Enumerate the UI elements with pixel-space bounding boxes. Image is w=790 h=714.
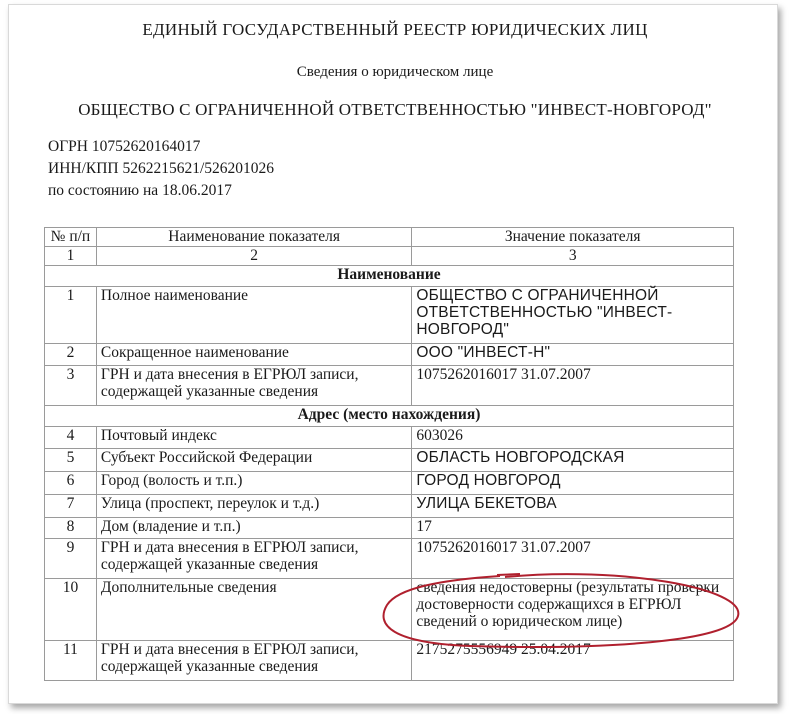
table-header-row	[45, 228, 734, 247]
row-label: Почтовый индекс	[96, 427, 411, 449]
table-row	[45, 539, 734, 579]
column-number-row	[45, 247, 734, 266]
row-value: ОБЛАСТЬ НОВГОРОДСКАЯ	[412, 449, 734, 472]
row-number: 10	[45, 579, 97, 641]
row-label: ГРН и дата внесения в ЕГРЮЛ записи, содержащей указанные сведения	[96, 366, 411, 406]
row-value: 1075262016017 31.07.2007	[412, 366, 734, 406]
table-row	[45, 518, 734, 539]
table-row	[45, 472, 734, 495]
row-number: 4	[45, 427, 97, 449]
as-of-date-line: по состоянию на 18.06.2017	[48, 182, 232, 199]
row-label: Полное наименование	[96, 287, 411, 344]
section-heading-address: Адрес (место нахождения)	[45, 406, 734, 427]
section-row	[45, 266, 734, 287]
row-number: 8	[45, 518, 97, 539]
row-label: Дом (владение и т.п.)	[96, 518, 411, 539]
column-number-cell: 1	[45, 247, 97, 266]
row-value: 603026	[412, 427, 734, 449]
ogrn-line: ОГРН 10752620164017	[48, 138, 201, 155]
table-row	[45, 344, 734, 366]
row-number: 1	[45, 287, 97, 344]
row-number: 5	[45, 449, 97, 472]
document-subtitle: Сведения о юридическом лице	[296, 64, 494, 80]
row-value: 1075262016017 31.07.2007	[412, 539, 734, 579]
row-value: 17	[412, 518, 734, 539]
row-label: ГРН и дата внесения в ЕГРЮЛ записи, содержащей указанные сведения	[96, 641, 411, 681]
row-label: Дополнительные сведения	[96, 579, 411, 641]
inn-kpp-line: ИНН/КПП 5262215621/526201026	[48, 160, 275, 177]
row-value: УЛИЦА БЕКЕТОВА	[412, 495, 734, 518]
header-cell-number: № п/п	[45, 228, 97, 247]
column-number-cell: 3	[412, 247, 734, 266]
row-number: 6	[45, 472, 97, 495]
section-heading-name: Наименование	[45, 266, 734, 287]
row-value: ОБЩЕСТВО С ОГРАНИЧЕННОЙ ОТВЕТСТВЕННОСТЬЮ "ИНВЕСТ-НОВГОРОД"	[412, 287, 734, 344]
row-label: Субъект Российской Федерации	[96, 449, 411, 472]
table-row	[45, 495, 734, 518]
row-label: Улица (проспект, переулок и т.д.)	[96, 495, 411, 518]
table-row	[45, 579, 734, 641]
table-row	[45, 366, 734, 406]
row-number: 3	[45, 366, 97, 406]
row-label: Город (волость и т.п.)	[96, 472, 411, 495]
row-value: ГОРОД НОВГОРОД	[412, 472, 734, 495]
header-cell-indicator: Наименование показателя	[96, 228, 411, 247]
row-number: 11	[45, 641, 97, 681]
table-row	[45, 641, 734, 681]
company-name-heading: ОБЩЕСТВО С ОГРАНИЧЕННОЙ ОТВЕТСТВЕННОСТЬЮ "ИНВЕСТ-НОВГОРОД"	[78, 100, 712, 119]
table-row	[45, 427, 734, 449]
header-cell-value: Значение показателя	[412, 228, 734, 247]
table-row	[45, 449, 734, 472]
registry-table	[44, 227, 734, 681]
row-label: Сокращенное наименование	[96, 344, 411, 366]
row-label: ГРН и дата внесения в ЕГРЮЛ записи, содержащей указанные сведения	[96, 539, 411, 579]
row-number: 9	[45, 539, 97, 579]
row-number: 7	[45, 495, 97, 518]
row-value: 2175275556949 25.04.2017	[412, 641, 734, 681]
registry-title: ЕДИНЫЙ ГОСУДАРСТВЕННЫЙ РЕЕСТР ЮРИДИЧЕСКИХ ЛИЦ	[142, 20, 648, 39]
row-number: 2	[45, 344, 97, 366]
row-value: ООО "ИНВЕСТ-Н"	[412, 344, 734, 366]
column-number-cell: 2	[96, 247, 411, 266]
table-row	[45, 287, 734, 344]
section-row	[45, 406, 734, 427]
row-value: сведения недостоверны (результаты проверки достоверности содержащихся в ЕГРЮЛ сведений о юридическом лице)	[412, 579, 734, 641]
